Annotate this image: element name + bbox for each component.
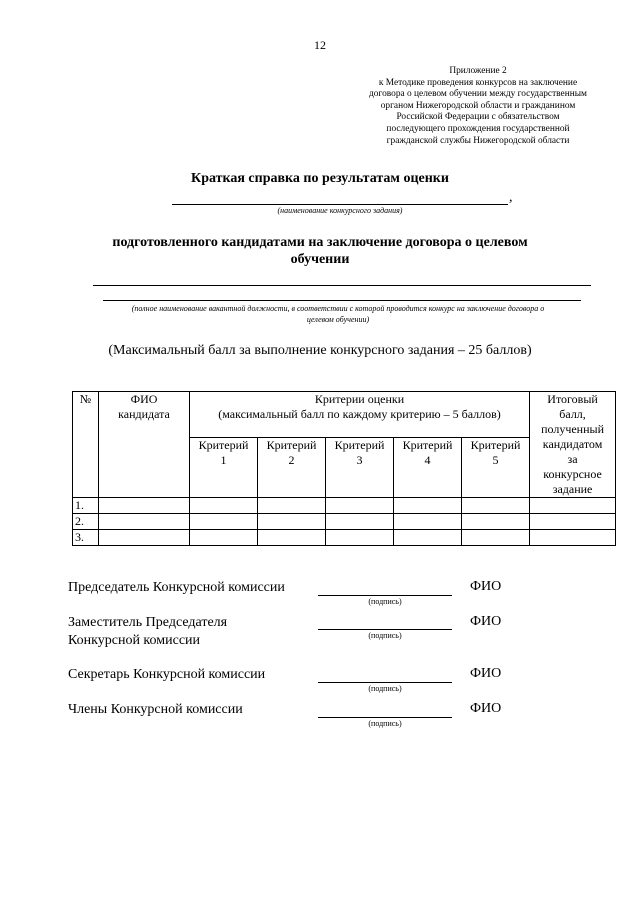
appendix-line: договора о целевом обучении между государственным — [369, 89, 587, 100]
deputy-label-line: Конкурсной комиссии — [68, 633, 201, 648]
secretary-label: Секретарь Конкурсной комиссии — [68, 667, 266, 682]
table-cell — [326, 514, 394, 530]
appendix-line: органом Нижегородской области и гражданином — [380, 100, 576, 111]
signature-caption: (подпись) — [368, 597, 402, 606]
table-row — [73, 530, 616, 546]
criterion-label: Критерий — [402, 438, 453, 452]
task-name-line — [172, 204, 508, 205]
signature-line — [318, 595, 452, 596]
fio-label: ФИО — [470, 701, 502, 716]
document-title: Краткая справка по результатам оценки — [191, 171, 449, 186]
position-caption-1: (полное наименование вакантной должности, в соответствии с которой проводится конкурс на заключение договора о — [131, 304, 545, 313]
task-name-caption: (наименование конкурсного задания) — [277, 206, 403, 215]
criterion-number: 1 — [220, 453, 227, 467]
header-total-line: полученный — [541, 422, 605, 436]
chairman-label: Председатель Конкурсной комиссии — [68, 580, 285, 595]
criterion-label: Критерий — [198, 438, 249, 452]
table-cell — [258, 514, 326, 530]
header-total-line: кандидатом — [542, 437, 603, 451]
criterion-label: Критерий — [266, 438, 317, 452]
header-criterion-3 — [326, 438, 394, 498]
table-cell — [530, 530, 616, 546]
document-subtitle: подготовленного кандидатами на заключение договора о целевом обучении — [112, 235, 528, 267]
table-cell — [394, 498, 462, 514]
header-total-line: балл, — [559, 407, 586, 421]
criterion-number: 4 — [424, 453, 431, 467]
table-cell — [99, 530, 190, 546]
fio-label: ФИО — [470, 666, 502, 681]
header-criterion-1 — [190, 438, 258, 498]
results-table — [72, 391, 616, 546]
header-criterion-2 — [258, 438, 326, 498]
signature-caption: (подпись) — [368, 631, 402, 640]
appendix-line: к Методике проведения конкурсов на заключение — [378, 77, 578, 88]
header-criteria-line: (максимальный балл по каждому критерию – 5 баллов) — [218, 407, 501, 421]
appendix-note — [360, 66, 596, 147]
table-cell — [190, 530, 258, 546]
appendix-line: последующего прохождения государственной — [386, 123, 570, 134]
signature-line — [318, 717, 452, 718]
table-cell — [530, 498, 616, 514]
table-row — [73, 514, 616, 530]
header-criteria-line: Критерии оценки — [314, 392, 405, 406]
members-label: Члены Конкурсной комиссии — [68, 702, 243, 717]
table-row — [73, 498, 616, 514]
criterion-number: 2 — [288, 453, 295, 467]
row-number: 3. — [73, 530, 99, 546]
position-line-2 — [103, 300, 581, 301]
task-name-comma: , — [509, 190, 513, 205]
table-cell — [394, 530, 462, 546]
header-total-line: за — [567, 452, 578, 466]
header-criteria — [190, 392, 530, 438]
appendix-line: Российской Федерации с обязательством — [396, 112, 560, 123]
deputy-label-line: Заместитель Председателя — [68, 615, 228, 630]
criterion-number: 3 — [356, 453, 363, 467]
header-number: № — [73, 392, 99, 498]
table-cell — [530, 514, 616, 530]
header-fio-line: кандидата — [118, 407, 170, 421]
table-cell — [462, 530, 530, 546]
fio-label: ФИО — [470, 614, 502, 629]
table-cell — [190, 514, 258, 530]
criterion-label: Критерий — [470, 438, 521, 452]
page-number: 12 — [314, 38, 326, 52]
table-cell — [258, 498, 326, 514]
table-cell — [99, 498, 190, 514]
table-cell — [99, 514, 190, 530]
signature-caption: (подпись) — [368, 719, 402, 728]
header-criterion-4 — [394, 438, 462, 498]
appendix-line: гражданской службы Нижегородской области — [386, 135, 570, 146]
table-cell — [190, 498, 258, 514]
position-caption-2: целевом обучении) — [306, 315, 370, 324]
table-cell — [326, 498, 394, 514]
header-criterion-5 — [462, 438, 530, 498]
header-fio — [99, 392, 190, 498]
header-total-line: конкурсное — [543, 467, 602, 481]
row-number: 2. — [73, 514, 99, 530]
header-total-line: задание — [552, 482, 593, 496]
max-score-note: (Максимальный балл за выполнение конкурсного задания – 25 баллов) — [108, 343, 532, 358]
deputy-label — [68, 614, 227, 650]
table-cell — [258, 530, 326, 546]
signature-caption: (подпись) — [368, 684, 402, 693]
header-total-line: Итоговый — [547, 392, 598, 406]
criterion-label: Критерий — [334, 438, 385, 452]
position-line-1 — [93, 285, 591, 286]
table-cell — [462, 514, 530, 530]
fio-label: ФИО — [470, 579, 502, 594]
appendix-line: Приложение 2 — [449, 66, 507, 76]
header-total — [530, 392, 616, 498]
signature-line — [318, 629, 452, 630]
table-cell — [394, 514, 462, 530]
header-fio-line: ФИО — [130, 392, 158, 406]
row-number: 1. — [73, 498, 99, 514]
table-cell — [462, 498, 530, 514]
criterion-number: 5 — [492, 453, 499, 467]
signature-line — [318, 682, 452, 683]
table-cell — [326, 530, 394, 546]
